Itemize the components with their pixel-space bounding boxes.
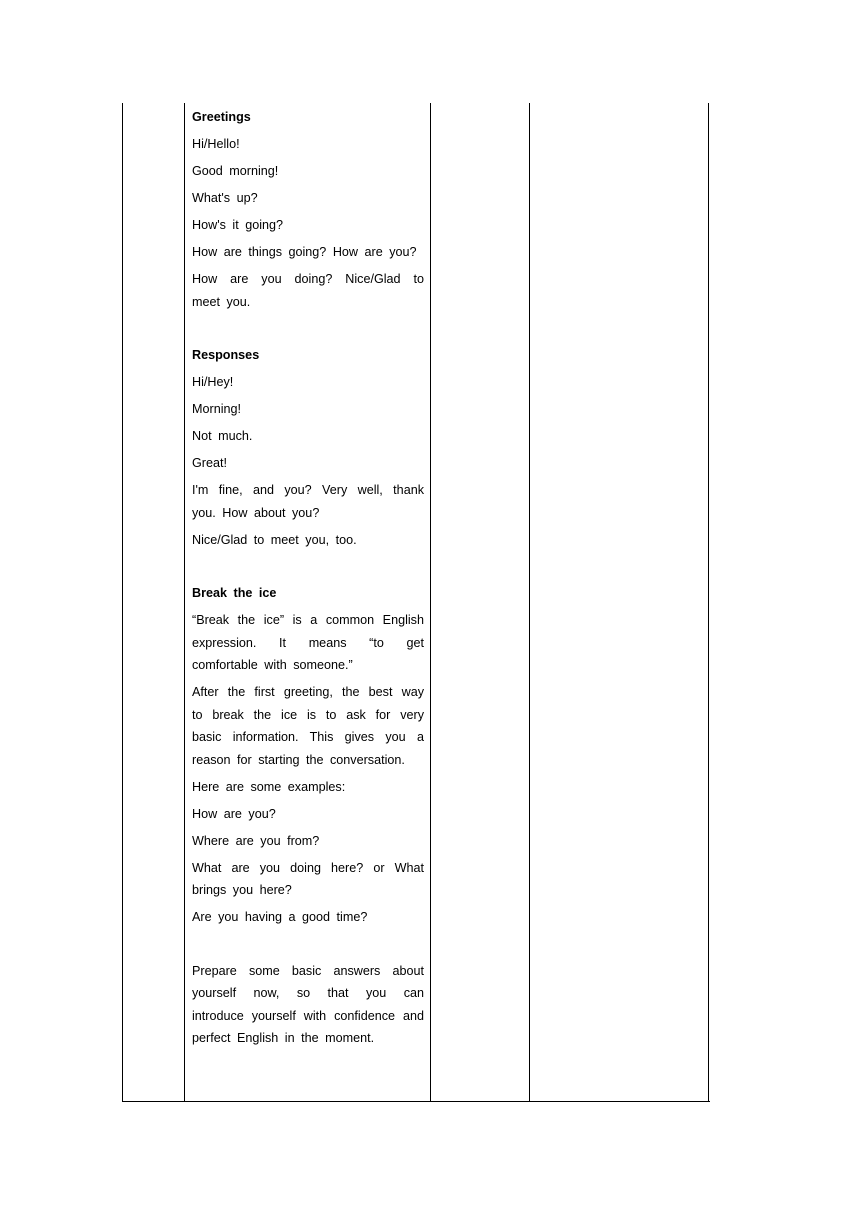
greetings-heading: Greetings <box>192 110 251 124</box>
closing-paragraph: Prepare some basic answers about yourself now, so that you can introduce yourself with confidence and perfect English in the moment. <box>192 963 424 1045</box>
table-cell-content <box>192 106 424 1054</box>
example-question: How are you? <box>192 806 276 821</box>
response-line: I'm fine, and you? Very well, thank you. How about you? <box>192 483 424 520</box>
greeting-line: What's up? <box>192 191 258 205</box>
response-line: Nice/Glad to meet you, too. <box>192 532 357 547</box>
table-border-bottom <box>122 1101 710 1102</box>
break-the-ice-paragraph: Here are some examples: <box>192 779 346 794</box>
example-question: Where are you from? <box>192 833 320 848</box>
table-border-right <box>708 103 709 1102</box>
example-question: Are you having a good time? <box>192 910 368 924</box>
table-column-divider-2 <box>430 103 431 1102</box>
greeting-line: Hi/Hello! <box>192 137 240 151</box>
greeting-line: How's it going? <box>192 218 284 232</box>
table-border-left <box>122 103 123 1102</box>
break-the-ice-paragraph: After the first greeting, the best way to break the ice is to ask for very basic information. This gives you a reason for starting the conversation. <box>192 685 424 767</box>
example-question: What are you doing here? or What brings you here? <box>192 860 424 897</box>
response-line: Great! <box>192 456 227 470</box>
greeting-line: How are things going? How are you? <box>192 245 417 259</box>
table-column-divider-1 <box>184 103 185 1102</box>
responses-heading: Responses <box>192 348 260 362</box>
break-the-ice-heading: Break the ice <box>192 586 277 600</box>
response-line: Not much. <box>192 429 253 443</box>
response-line: Hi/Hey! <box>192 375 234 389</box>
greeting-line: Good morning! <box>192 164 279 178</box>
table-column-divider-3 <box>529 103 530 1102</box>
greeting-line: How are you doing? Nice/Glad to meet you. <box>192 272 424 309</box>
response-line: Morning! <box>192 402 241 416</box>
break-the-ice-paragraph: “Break the ice” is a common English expression. It means “to get comfortable with someone.” <box>192 613 424 672</box>
